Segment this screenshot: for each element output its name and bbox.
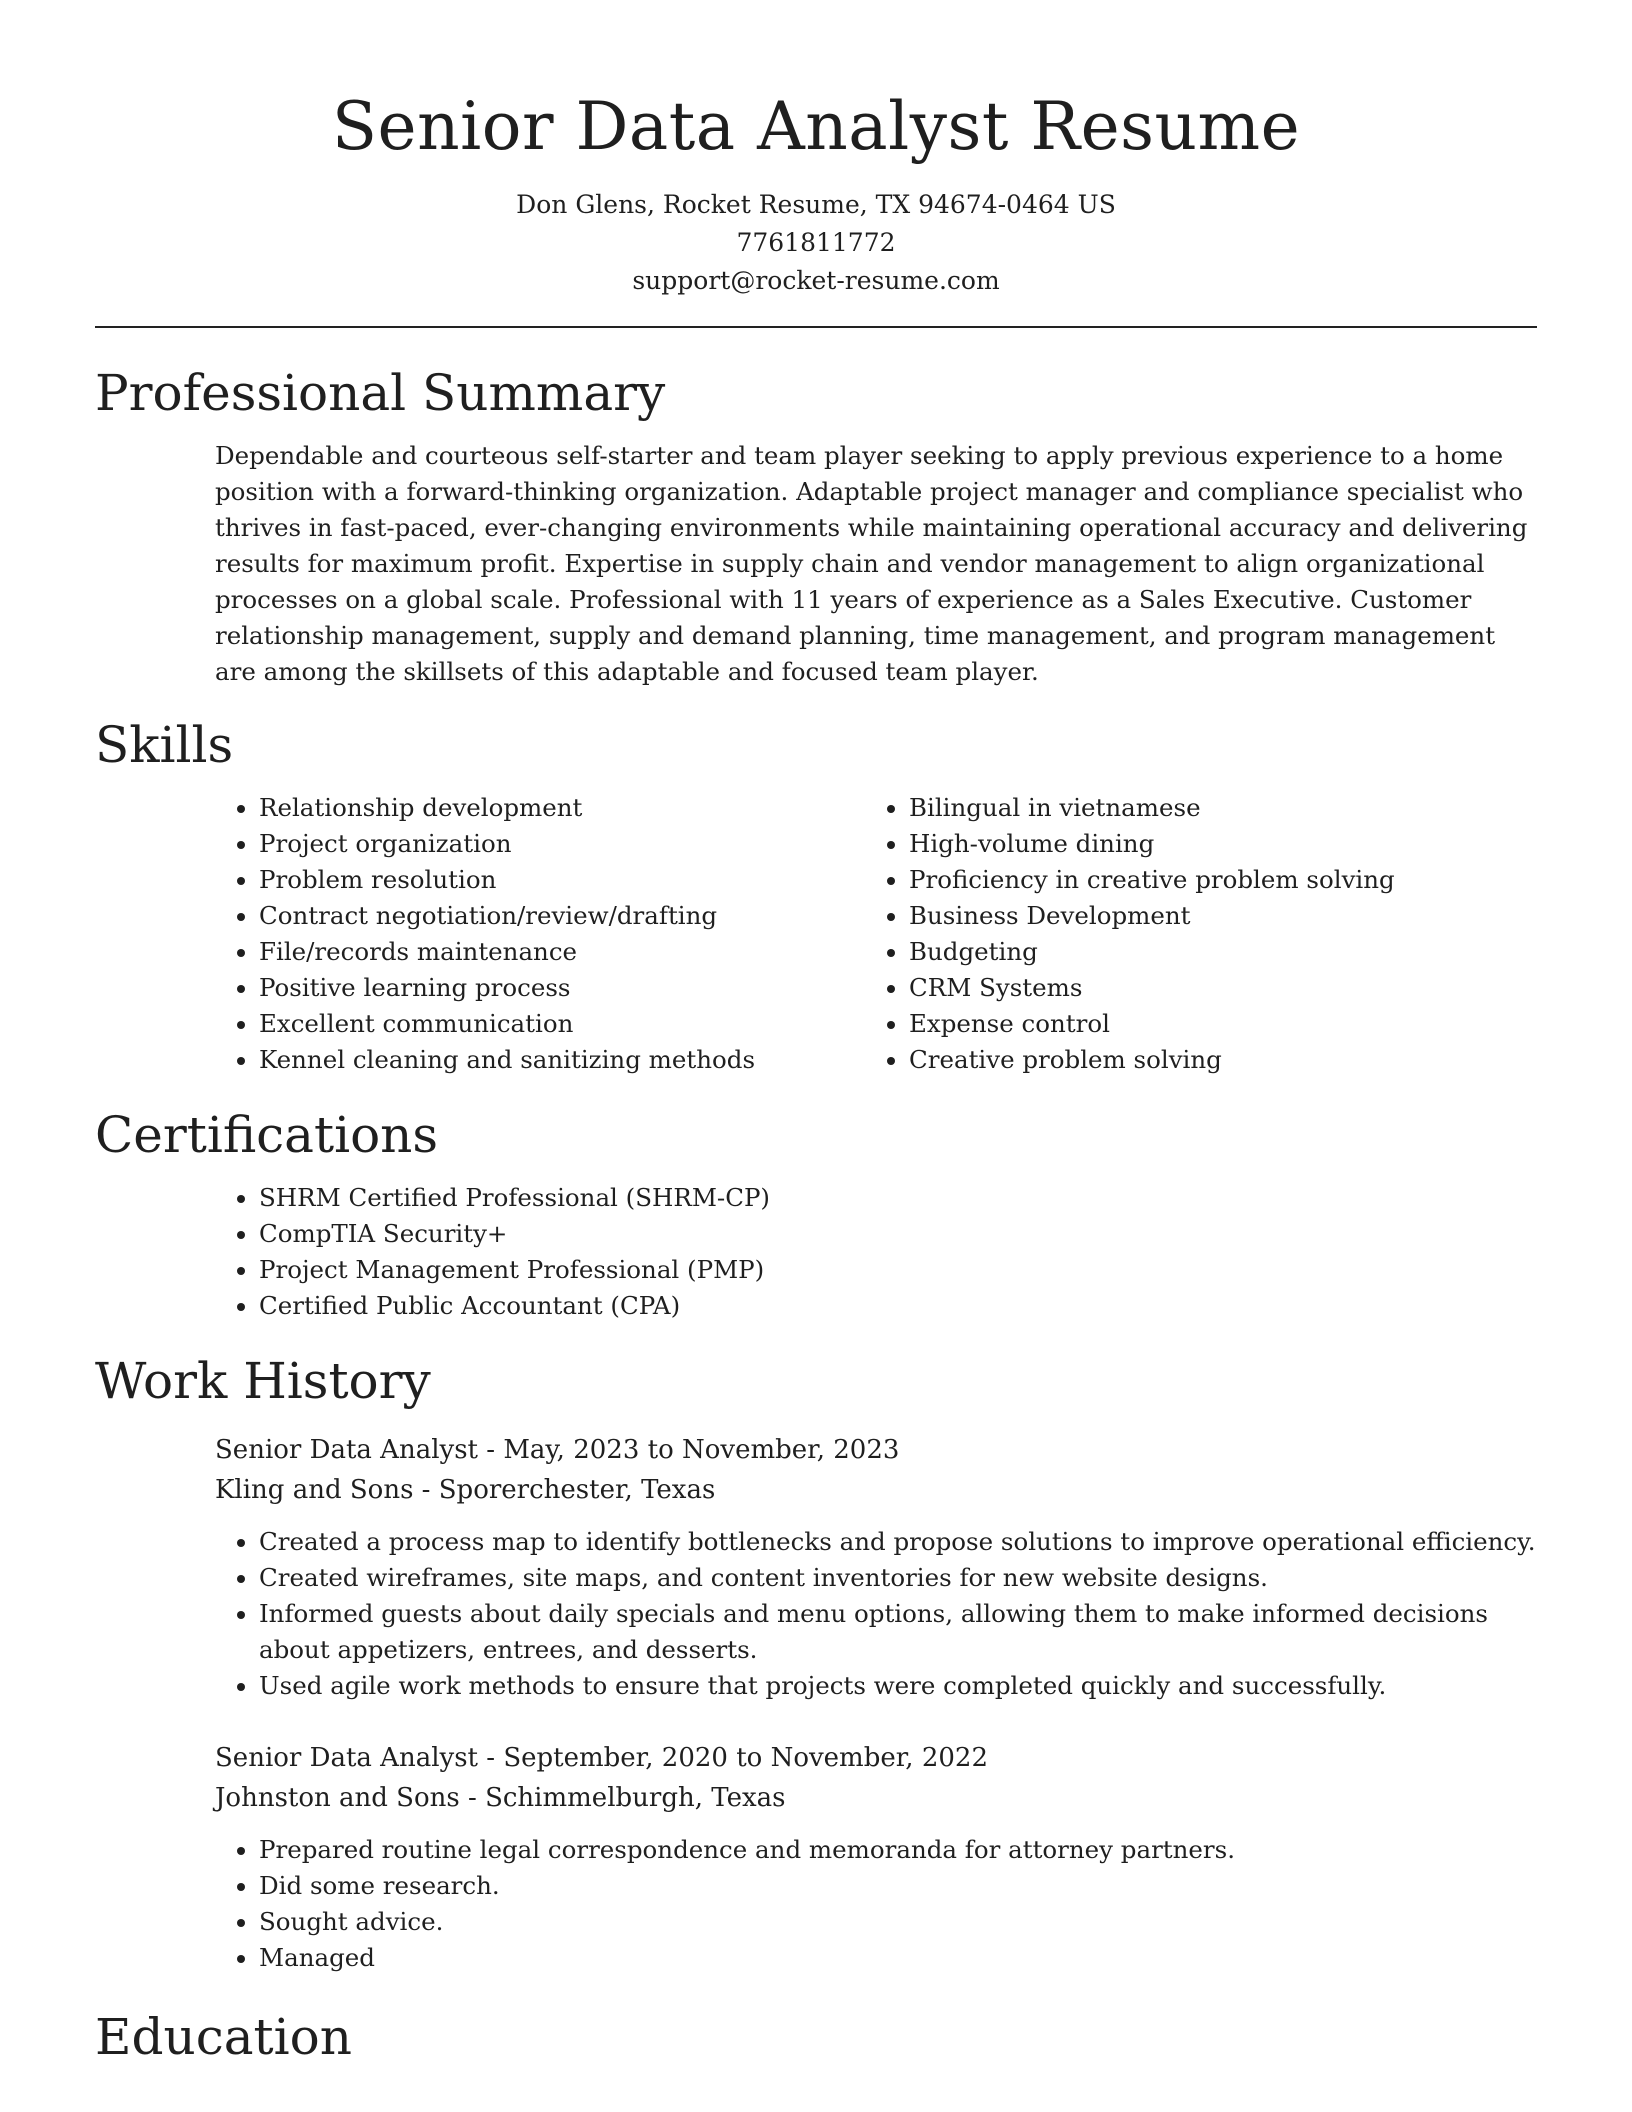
skill-item: • Kennel cleaning and sanitizing methods xyxy=(259,1042,865,1078)
job-bullet: • Informed guests about daily specials and menu options, allowing them to make informed decisions about appetizers, entrees, and desserts. xyxy=(259,1596,1537,1668)
job-heading: Senior Data Analyst - May, 2023 to November, 2023 xyxy=(215,1435,900,1465)
job-location: Sporerchester, Texas xyxy=(438,1475,716,1505)
skill-item: • High-volume dining xyxy=(909,826,1515,862)
job-heading: Senior Data Analyst - September, 2020 to November, 2022 xyxy=(215,1743,989,1773)
section-title-certifications: Certifications xyxy=(95,1106,439,1164)
certification-item: • CompTIA Security+ xyxy=(259,1216,1537,1252)
skills-column-left xyxy=(215,790,865,1078)
job-bullet: • Managed xyxy=(259,1940,1537,1976)
contact-phone: 7761811772 xyxy=(736,228,896,257)
job-company: Johnston and Sons xyxy=(215,1783,460,1813)
certification-item: • SHRM Certified Professional (SHRM-CP) xyxy=(259,1180,1537,1216)
job-bullet: • Sought advice. xyxy=(259,1904,1537,1940)
job-bullet: • Created a process map to identify bottlenecks and propose solutions to improve operational efficiency. xyxy=(259,1524,1537,1560)
job-company: Kling and Sons xyxy=(215,1475,414,1505)
job-bullet: • Did some research. xyxy=(259,1868,1537,1904)
contact-email: support@rocket-resume.com xyxy=(632,266,1000,295)
job-title: Senior Data Analyst xyxy=(215,1743,478,1773)
job-bullet: • Used agile work methods to ensure that projects were completed quickly and successfully. xyxy=(259,1668,1537,1704)
section-title-work-history: Work History xyxy=(95,1352,431,1410)
contact-block xyxy=(95,186,1537,300)
job-dates: September, 2020 to November, 2022 xyxy=(503,1743,989,1773)
skill-item: • Expense control xyxy=(909,1006,1515,1042)
job-location: Schimmelburgh, Texas xyxy=(485,1783,786,1813)
section-title-summary: Professional Summary xyxy=(95,364,666,422)
job-bullet: • Prepared routine legal correspondence and memoranda for attorney partners. xyxy=(259,1832,1537,1868)
skills-column-right xyxy=(865,790,1515,1078)
certifications-list xyxy=(215,1180,1537,1324)
job-company-line: Kling and Sons - Sporerchester, Texas xyxy=(215,1475,716,1505)
skill-item: • Contract negotiation/review/drafting xyxy=(259,898,865,934)
skills-list-right xyxy=(865,790,1515,1078)
certification-item: • Project Management Professional (PMP) xyxy=(259,1252,1537,1288)
skill-item: • File/records maintenance xyxy=(259,934,865,970)
job-entry xyxy=(215,1430,1537,1704)
skill-item: • Relationship development xyxy=(259,790,865,826)
skill-item: • Positive learning process xyxy=(259,970,865,1006)
job-company-line: Johnston and Sons - Schimmelburgh, Texas xyxy=(215,1783,786,1813)
job-bullet-list xyxy=(215,1832,1537,1976)
resume-title: Senior Data Analyst Resume xyxy=(331,88,1301,165)
summary-text: Dependable and courteous self-starter and team player seeking to apply previous experience to a home position with a forward-thinking organization. Adaptable project manager and compliance specialist who thrives in fast-paced, ever-changing environments while maintaining operational accuracy and delivering results for maximum profit. Expertise in supply chain and vendor management to align organizational processes on a global scale. Professional with 11 years of experience as a Sales Executive. Customer relationship management, supply and demand planning, time management, and program management are among the skillsets of this adaptable and focused team player. xyxy=(215,441,1528,686)
contact-address: Don Glens, Rocket Resume, TX 94674-0464 US xyxy=(516,190,1116,219)
skill-item: • Proficiency in creative problem solving xyxy=(909,862,1515,898)
skills-list-left xyxy=(215,790,865,1078)
section-title-education: Education xyxy=(95,2008,352,2066)
skill-item: • CRM Systems xyxy=(909,970,1515,1006)
job-bullet-list xyxy=(215,1524,1537,1704)
skill-item: • Project organization xyxy=(259,826,865,862)
job-dates: May, 2023 to November, 2023 xyxy=(503,1435,900,1465)
skill-item: • Problem resolution xyxy=(259,862,865,898)
skill-item: • Business Development xyxy=(909,898,1515,934)
certifications-block xyxy=(215,1180,1537,1324)
certification-item: • Certified Public Accountant (CPA) xyxy=(259,1288,1537,1324)
skills-grid xyxy=(215,790,1537,1078)
skill-item: • Budgeting xyxy=(909,934,1515,970)
section-title-skills: Skills xyxy=(95,716,234,774)
skill-item: • Excellent communication xyxy=(259,1006,865,1042)
skill-item: • Creative problem solving xyxy=(909,1042,1515,1078)
skill-item: • Bilingual in vietnamese xyxy=(909,790,1515,826)
job-entry xyxy=(215,1738,1537,1976)
job-bullet: • Created wireframes, site maps, and content inventories for new website designs. xyxy=(259,1560,1537,1596)
job-title: Senior Data Analyst xyxy=(215,1435,478,1465)
header-divider xyxy=(95,326,1537,328)
